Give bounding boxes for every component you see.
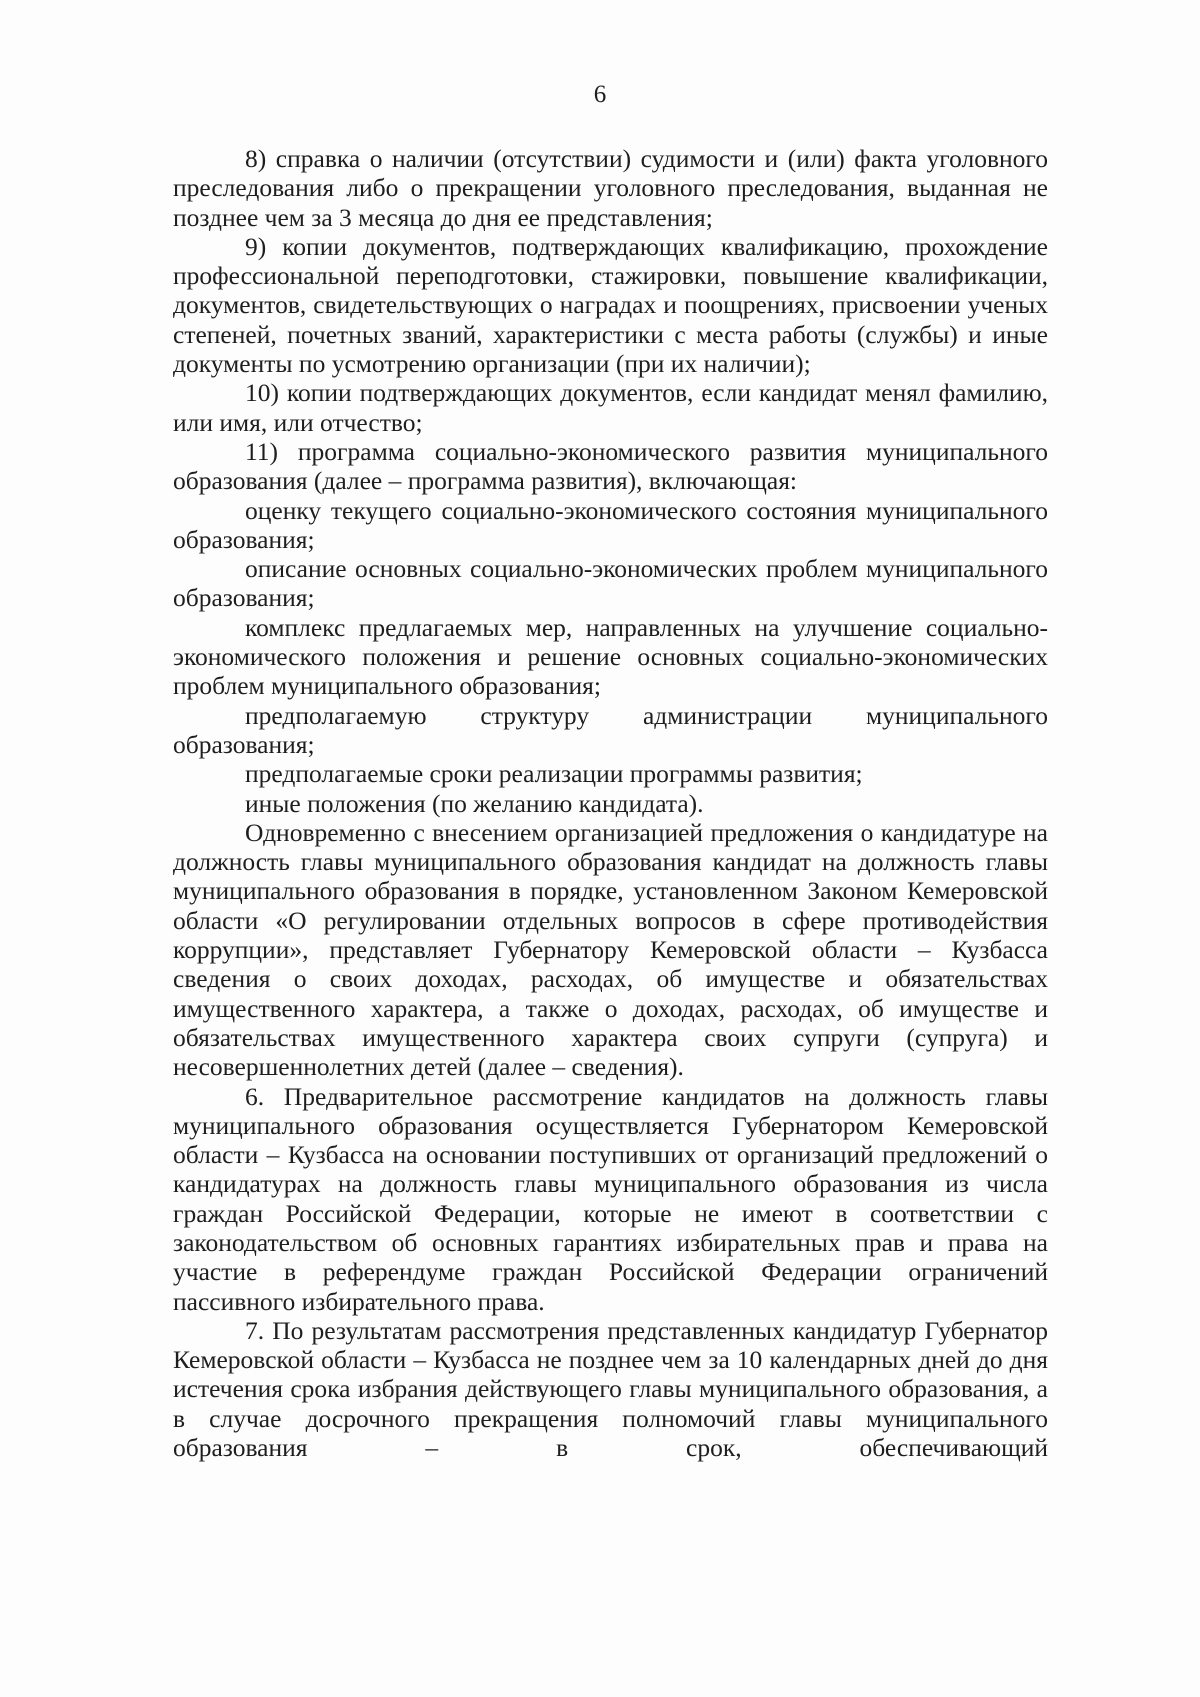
document-body [173,144,1048,1462]
paragraph-income-declaration: Одновременно с внесением организацией предложения о кандидатуре на должность главы муниципального образования кандидат на должность главы муниципального образования в порядке, установленном Законом Кемеровской области «О регулировании отдельных вопросов в сфере противодействия коррупции», представляет Губернатору Кемеровской области – Кузбасса сведения о своих доходах, расходах, об имуществе и обязательствах имущественного характера, а также о доходах, расходах, об имуществе и обязательствах имущественного характера своих супруги (супруга) и несовершеннолетних детей (далее – сведения). [173,817,1048,1082]
page-number: 6 [593,81,607,108]
paragraph-item-8: 8) справка о наличии (отсутствии) судимости и (или) факта уголовного преследования либо о прекращении уголовного преследования, выданная не позднее чем за 3 месяца до дня ее представления; [173,144,1048,232]
paragraph-section-6: 6. Предварительное рассмотрение кандидатов на должность главы муниципального образования осуществляется Губернатором Кемеровской области – Кузбасса на основании поступивших от организаций предложений о кандидатурах на должность главы муниципального образования из числа граждан Российской Федерации, которые не имеют в соответствии с законодательством об основных гарантиях избирательных прав и права на участие в референдуме граждан Российской Федерации ограничений пассивного избирательного права. [173,1081,1048,1316]
paragraph-item-10: 10) копии подтверждающих документов, если кандидат менял фамилию, или имя, или отчество; [173,378,1048,437]
paragraph-structure: предполагаемую структуру администрации муниципального образования; [173,700,1048,759]
paragraph-item-9: 9) копии документов, подтверждающих квалификацию, прохождение профессиональной переподготовки, стажировки, повышение квалификации, документов, свидетельствующих о наградах и поощрениях, присвоении ученых степеней, почетных званий, характеристики с места работы (службы) и иные документы по усмотрению организации (при их наличии); [173,231,1048,379]
paragraph-problems: описание основных социально-экономических проблем муниципального образования; [173,554,1048,613]
paragraph-timeline: предполагаемые сроки реализации программы развития; [245,759,863,789]
paragraph-section-7: 7. По результатам рассмотрения представленных кандидатур Губернатор Кемеровской области – Кузбасса не позднее чем за 10 календарных дней до дня истечения срока избрания действующего главы муниципального образования, а в случае досрочного прекращения полномочий главы муниципального образования – в срок, обеспечивающий [173,1315,1048,1463]
paragraph-item-11: 11) программа социально-экономического развития муниципального образования (далее – программа развития), включающая: [173,436,1048,496]
paragraph-assessment: оценку текущего социально-экономического состояния муниципального образования; [173,495,1048,554]
paragraph-measures: комплекс предлагаемых мер, направленных на улучшение социально-экономического положения и решение основных социально-экономических проблем муниципального образования; [173,612,1048,701]
paragraph-other: иные положения (по желанию кандидата). [245,788,704,818]
